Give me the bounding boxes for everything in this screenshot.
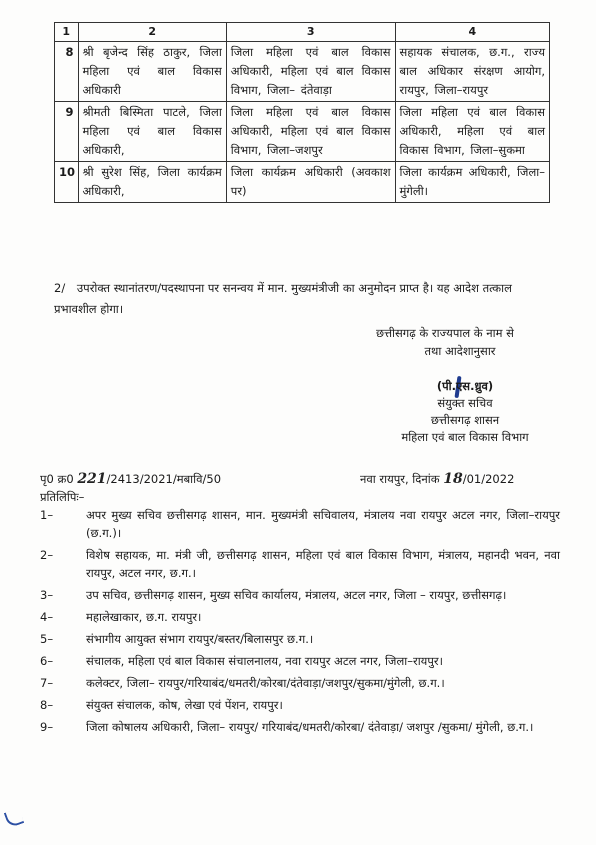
list-item (40, 608, 560, 626)
list-item (40, 630, 560, 648)
signatory-block (390, 378, 540, 446)
new-post: जिला महिला एवं बाल विकास अधिकारी, महिला एवं बाल विकास विभाग, जिला–सुकमा (399, 105, 545, 157)
current-post: जिला महिला एवं बाल विकास अधिकारी, महिला एवं बाल विकास विभाग, जिला– दंतेवाड़ा (230, 45, 391, 97)
table-row (55, 162, 550, 203)
list-item-text: महालेखाकार, छ.ग. रायपुर। (86, 610, 202, 624)
copy-list (40, 506, 560, 740)
officer-name-cell (78, 42, 226, 102)
row-number: 8 (55, 42, 79, 102)
list-item-number: 1– (40, 508, 54, 522)
paragraph-number: 2/ (54, 281, 66, 295)
table-header-cell: 2 (78, 23, 226, 42)
list-item-number: 5– (40, 632, 54, 646)
table-header-cell: 1 (55, 23, 79, 42)
officer-name: श्री सुरेश सिंह, जिला कार्यक्रम अधिकारी, (82, 165, 222, 198)
current-post: जिला कार्यक्रम अधिकारी (अवकाश पर) (230, 165, 391, 198)
reference-handwritten-number: 221 (77, 471, 107, 487)
list-item-number: 3– (40, 588, 54, 602)
list-item-number: 4– (40, 610, 54, 624)
date-day: 18 (443, 471, 463, 487)
current-post-cell (226, 162, 395, 203)
list-item-number: 2– (40, 548, 54, 562)
signatory-designation: संयुक्त सचिव (437, 396, 493, 410)
list-item-text: उप सचिव, छत्तीसगढ़ शासन, मुख्य सचिव कार्यालय, मंत्रालय, अटल नगर, जिला – रायपुर, छत्तीसगढ़। (86, 588, 507, 602)
new-post-cell (395, 162, 549, 203)
officer-name-cell (78, 102, 226, 162)
copy-to-label: प्रतिलिपिः– (40, 490, 85, 504)
signatory-government: छत्तीसगढ़ शासन (430, 413, 500, 427)
row-number: 10 (55, 162, 79, 203)
current-post-cell (226, 42, 395, 102)
new-post: सहायक संचालक, छ.ग., राज्य बाल अधिकार संरक्षण आयोग, रायपुर, जिला–रायपुर (399, 45, 545, 97)
closing-line-1: छत्तीसगढ़ के राज्यपाल के नाम से (376, 326, 514, 340)
current-post: जिला महिला एवं बाल विकास अधिकारी, महिला एवं बाल विकास विभाग, जिला–जशपुर (230, 105, 391, 157)
list-item-text: जिला कोषालय अधिकारी, जिला– रायपुर/ गरियाबंद/धमतरी/कोरबा/ दंतेवाड़ा/ जशपुर /सुकमा/ मुंगेली, छ.ग.। (86, 720, 534, 734)
list-item (40, 586, 560, 604)
list-item-text: संचालक, महिला एवं बाल विकास संचालनालय, नवा रायपुर अटल नगर, जिला–रायपुर। (86, 654, 443, 668)
closing-line-2: तथा आदेशानुसार (424, 344, 496, 358)
signatory-name: (पी.एस.ध्रुव) (436, 379, 494, 393)
list-item-number: 6– (40, 654, 54, 668)
transfer-table (54, 22, 550, 203)
current-post-cell (226, 102, 395, 162)
reference-rest: /2413/2021/मबावि/50 (106, 472, 222, 486)
row-number: 9 (55, 102, 79, 162)
paragraph-text: उपरोक्त स्थानांतरण/पदस्थापना पर सनन्वय में मान. मुख्यमंत्रीजी का अनुमोदन प्राप्त है। यह आदेश तत्काल प्रभावशील होगा। (54, 281, 512, 316)
list-item (40, 674, 560, 692)
list-item-number: 7– (40, 676, 54, 690)
officer-name: श्री बृजेन्द सिंह ठाकुर, जिला महिला एवं बाल विकास अधिकारी (82, 45, 222, 97)
table-header-cell: 4 (395, 23, 549, 42)
pen-mark-icon (4, 808, 25, 829)
approval-paragraph (54, 278, 554, 320)
table-header-row (55, 23, 550, 42)
list-item-text: संभागीय आयुक्त संभाग रायपुर/बस्तर/बिलासपुर छ.ग.। (86, 632, 314, 646)
list-item-text: विशेष सहायक, मा. मंत्री जी, छत्तीसगढ़ शासन, महिला एवं बाल विकास विभाग, मंत्रालय, महानदी भवन, नवा रायपुर, अटल नगर, छ.ग.। (86, 548, 560, 580)
list-item (40, 718, 560, 736)
list-item-text: अपर मुख्य सचिव छत्तीसगढ़ शासन, मान. मुख्यमंत्री सचिवालय, मंत्रालय नवा रायपुर अटल नगर, जिला–रायपुर (छ.ग.)। (86, 508, 560, 540)
new-post: जिला कार्यक्रम अधिकारी, जिला–मुंगेली। (399, 165, 545, 198)
reference-date (360, 470, 514, 488)
officer-name-cell (78, 162, 226, 203)
signatory-department: महिला एवं बाल विकास विभाग (401, 430, 529, 444)
reference-line (40, 470, 560, 488)
list-item-text: संयुक्त संचालक, कोष, लेखा एवं पेंशन, रायपुर। (86, 698, 283, 712)
list-item-text: कलेक्टर, जिला– रायपुर/गरियाबंद/धमतरी/कोरबा/दंतेवाड़ा/जशपुर/सुकमा/मुंगेली, छ.ग.। (86, 676, 445, 690)
list-item-number: 8– (40, 698, 54, 712)
new-post-cell (395, 42, 549, 102)
list-item-number: 9– (40, 720, 54, 734)
list-item (40, 696, 560, 714)
reference-prefix: पृ0 क्र0 (40, 472, 74, 486)
new-post-cell (395, 102, 549, 162)
list-item (40, 506, 560, 542)
closing-block (330, 324, 560, 360)
list-item (40, 546, 560, 582)
officer-name: श्रीमती बिस्मिता पाटले, जिला महिला एवं बाल विकास अधिकारी, (82, 105, 222, 157)
table-header-cell: 3 (226, 23, 395, 42)
table-row (55, 102, 550, 162)
table-row (55, 42, 550, 102)
place-date-label: नवा रायपुर, दिनांक (360, 472, 440, 486)
date-month-year: /01/2022 (462, 472, 515, 486)
list-item (40, 652, 560, 670)
